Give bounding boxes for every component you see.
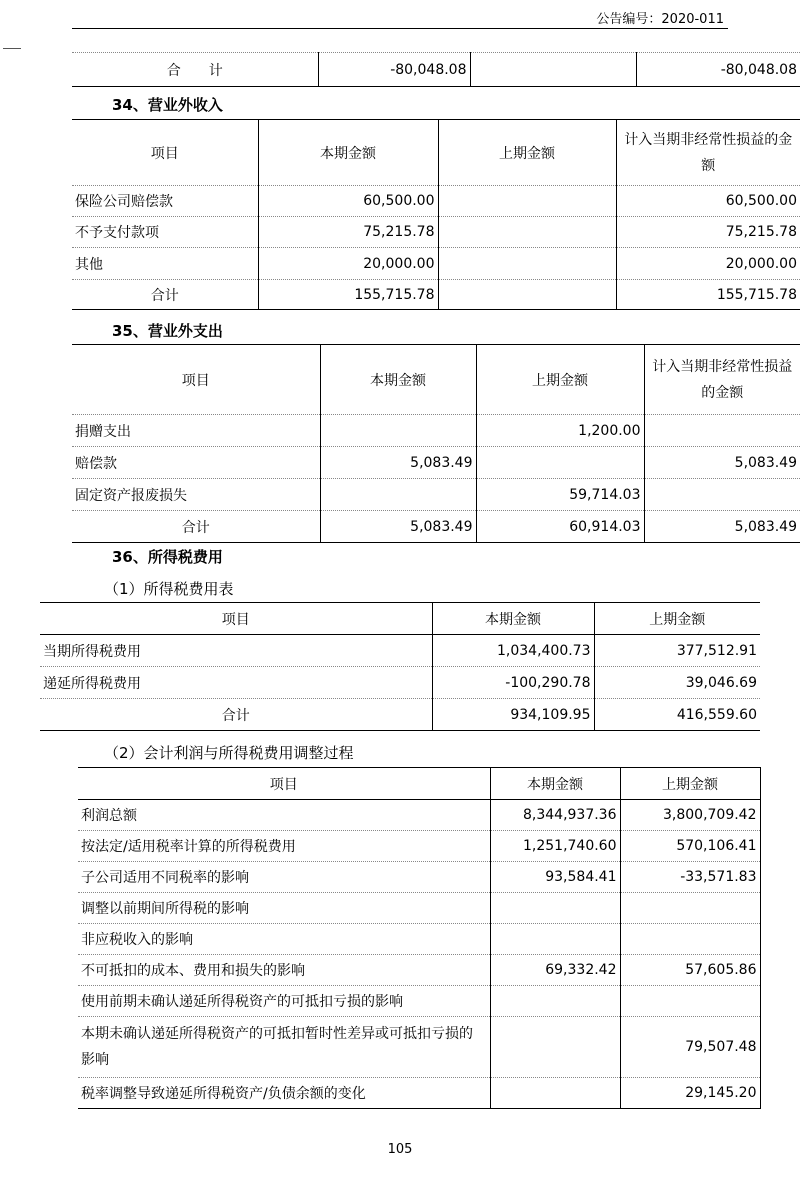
table-row xyxy=(78,893,760,924)
income-tax-expense-table xyxy=(40,602,760,731)
cell-value: 20,000.00 xyxy=(258,248,438,280)
cell-value: 1,251,740.60 xyxy=(490,831,620,862)
margin-mark xyxy=(3,48,21,49)
cell-value: 1,200.00 xyxy=(476,415,644,447)
table-row xyxy=(72,479,800,511)
cell-value xyxy=(620,986,760,1017)
total-current: -80,048.08 xyxy=(318,53,470,87)
cell-value: 155,715.78 xyxy=(258,280,438,310)
cell-item: 不予支付款项 xyxy=(72,217,258,248)
cell-item: 子公司适用不同税率的影响 xyxy=(78,862,490,893)
col-header: 上期金额 xyxy=(476,345,644,415)
cell-value: 416,559.60 xyxy=(594,699,760,731)
cell-value: 93,584.41 xyxy=(490,862,620,893)
cell-value: 79,507.48 xyxy=(620,1017,760,1078)
tax-reconciliation-table xyxy=(78,767,761,1109)
cell-value: 377,512.91 xyxy=(594,635,760,667)
table-row xyxy=(40,635,760,667)
table-row xyxy=(72,447,800,479)
cell-value xyxy=(644,415,800,447)
cell-item: 捐赠支出 xyxy=(72,415,320,447)
cell-value xyxy=(438,280,616,310)
cell-item: 使用前期未确认递延所得税资产的可抵扣亏损的影响 xyxy=(78,986,490,1017)
cell-item: 其他 xyxy=(72,248,258,280)
section-34-title: 34、营业外收入 xyxy=(112,96,223,114)
cell-value: 20,000.00 xyxy=(616,248,800,280)
total-nonrecurring: -80,048.08 xyxy=(636,53,800,87)
table-row xyxy=(72,217,800,248)
cell-item: 税率调整导致递延所得税资产/负债余额的变化 xyxy=(78,1078,490,1109)
top-total-table xyxy=(72,52,800,87)
cell-value: 60,500.00 xyxy=(258,186,438,217)
cell-item: 合计 xyxy=(72,280,258,310)
total-previous xyxy=(470,53,636,87)
col-header: 本期金额 xyxy=(258,120,438,186)
cell-item: 保险公司赔偿款 xyxy=(72,186,258,217)
cell-value xyxy=(490,1078,620,1109)
table-header-row xyxy=(72,120,800,186)
table-row xyxy=(78,831,760,862)
cell-value xyxy=(620,924,760,955)
cell-item: 赔偿款 xyxy=(72,447,320,479)
cell-value xyxy=(438,248,616,280)
col-header: 上期金额 xyxy=(620,768,760,800)
cell-value xyxy=(320,415,476,447)
cell-value xyxy=(438,217,616,248)
table-row xyxy=(78,1078,760,1109)
col-header: 本期金额 xyxy=(432,603,594,635)
header-rule xyxy=(72,28,728,29)
cell-value: 57,605.86 xyxy=(620,955,760,986)
cell-value: 5,083.49 xyxy=(644,447,800,479)
col-header: 项目 xyxy=(72,120,258,186)
table-total-row xyxy=(72,280,800,310)
cell-value: -100,290.78 xyxy=(432,667,594,699)
col-header: 本期金额 xyxy=(320,345,476,415)
col-header: 项目 xyxy=(72,345,320,415)
cell-value: 934,109.95 xyxy=(432,699,594,731)
cell-value xyxy=(320,479,476,511)
cell-item: 利润总额 xyxy=(78,800,490,831)
cell-value xyxy=(438,186,616,217)
cell-value: 60,914.03 xyxy=(476,511,644,543)
cell-value: 39,046.69 xyxy=(594,667,760,699)
section-36-title: 36、所得税费用 xyxy=(112,548,223,566)
cell-value xyxy=(620,893,760,924)
section-35-title: 35、营业外支出 xyxy=(112,322,223,340)
subsection-1-title: （1）所得税费用表 xyxy=(104,580,234,598)
cell-value xyxy=(476,447,644,479)
table-row xyxy=(72,415,800,447)
cell-item: 合计 xyxy=(40,699,432,731)
col-header: 项目 xyxy=(40,603,432,635)
subsection-2-title: （2）会计利润与所得税费用调整过程 xyxy=(104,744,354,762)
table-row xyxy=(78,800,760,831)
cell-value xyxy=(490,986,620,1017)
table-row xyxy=(78,986,760,1017)
col-header: 本期金额 xyxy=(490,768,620,800)
col-header: 计入当期非经常性损益的金额 xyxy=(616,120,800,186)
table-row xyxy=(78,862,760,893)
table-row xyxy=(40,667,760,699)
cell-item: 调整以前期间所得税的影响 xyxy=(78,893,490,924)
col-header: 项目 xyxy=(78,768,490,800)
cell-item: 当期所得税费用 xyxy=(40,635,432,667)
cell-value: 75,215.78 xyxy=(616,217,800,248)
non-operating-income-table xyxy=(72,119,800,310)
cell-value: 570,106.41 xyxy=(620,831,760,862)
cell-item: 按法定/适用税率计算的所得税费用 xyxy=(78,831,490,862)
table-total-row xyxy=(40,699,760,731)
cell-value: 155,715.78 xyxy=(616,280,800,310)
cell-value xyxy=(644,479,800,511)
total-label: 合 计 xyxy=(166,62,223,79)
cell-value: 69,332.42 xyxy=(490,955,620,986)
table-row xyxy=(78,955,760,986)
cell-value xyxy=(490,924,620,955)
cell-value: 75,215.78 xyxy=(258,217,438,248)
page-number: 105 xyxy=(387,1142,413,1157)
table-row xyxy=(72,186,800,217)
cell-item: 不可抵扣的成本、费用和损失的影响 xyxy=(78,955,490,986)
col-header: 上期金额 xyxy=(438,120,616,186)
cell-item: 合计 xyxy=(72,511,320,543)
table-row xyxy=(72,248,800,280)
table-header-row xyxy=(72,345,800,415)
cell-value: 1,034,400.73 xyxy=(432,635,594,667)
cell-value xyxy=(490,893,620,924)
announcement-number: 公告编号：2020-011 xyxy=(596,12,724,27)
cell-item: 本期未确认递延所得税资产的可抵扣暂时性差异或可抵扣亏损的影响 xyxy=(78,1017,490,1078)
table-row xyxy=(78,1017,760,1078)
cell-value: 60,500.00 xyxy=(616,186,800,217)
cell-value: 5,083.49 xyxy=(320,447,476,479)
col-header: 上期金额 xyxy=(594,603,760,635)
cell-item: 固定资产报废损失 xyxy=(72,479,320,511)
table-header-row xyxy=(40,603,760,635)
cell-value: -33,571.83 xyxy=(620,862,760,893)
cell-value: 59,714.03 xyxy=(476,479,644,511)
table-header-row xyxy=(78,768,760,800)
cell-value: 3,800,709.42 xyxy=(620,800,760,831)
cell-value: 8,344,937.36 xyxy=(490,800,620,831)
table-row xyxy=(78,924,760,955)
table-row xyxy=(72,53,800,87)
col-header: 计入当期非经常性损益的金额 xyxy=(644,345,800,415)
cell-item: 递延所得税费用 xyxy=(40,667,432,699)
cell-value: 5,083.49 xyxy=(320,511,476,543)
non-operating-expense-table xyxy=(72,344,800,543)
cell-value xyxy=(490,1017,620,1078)
table-total-row xyxy=(72,511,800,543)
cell-value: 29,145.20 xyxy=(620,1078,760,1109)
cell-item: 非应税收入的影响 xyxy=(78,924,490,955)
cell-value: 5,083.49 xyxy=(644,511,800,543)
